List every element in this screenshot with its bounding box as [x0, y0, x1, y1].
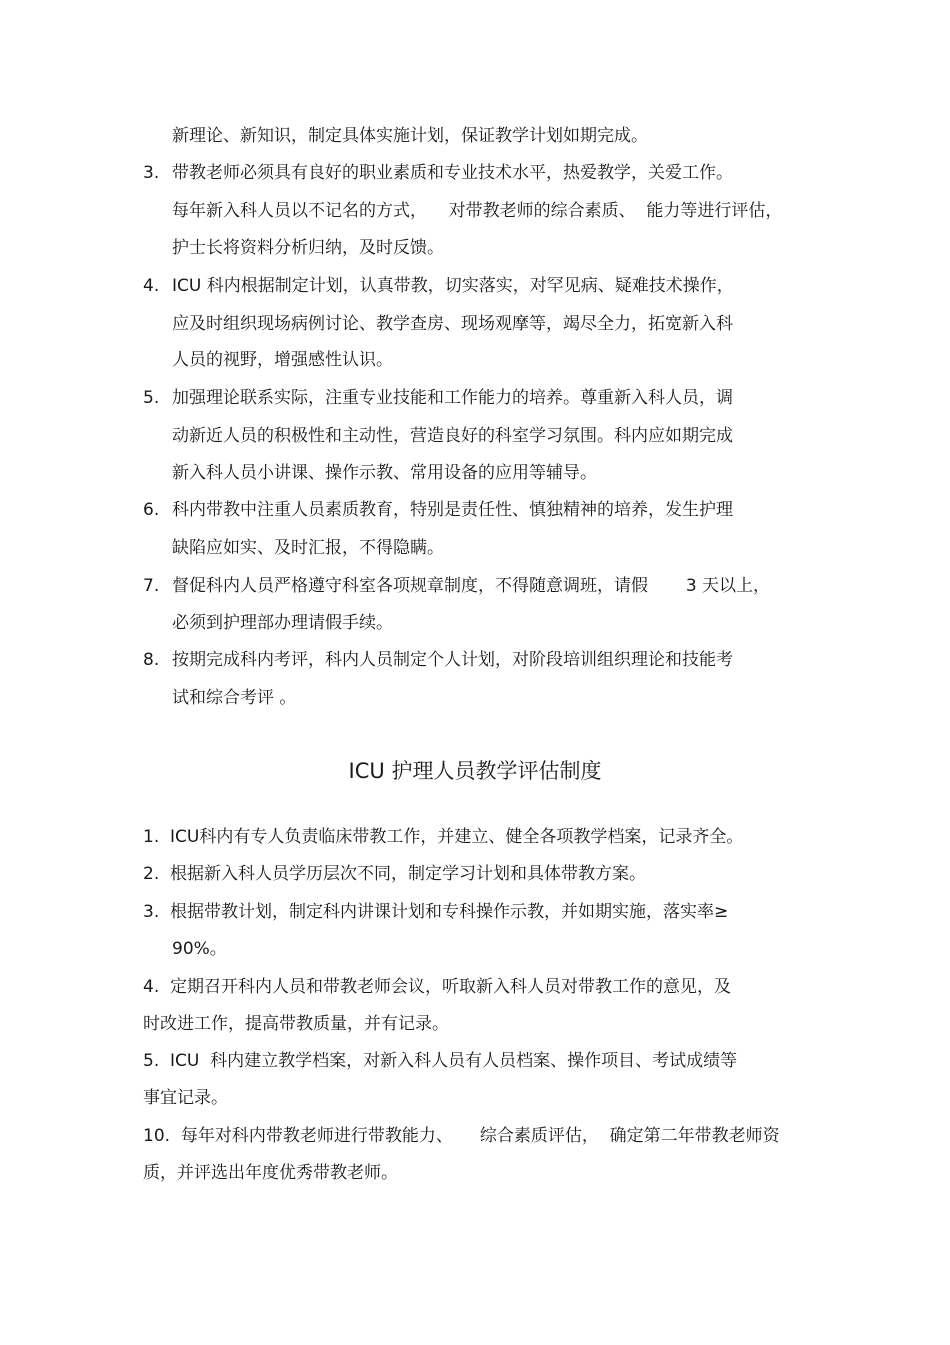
list-number: 6.: [143, 500, 160, 520]
paragraph-line: 时改进工作，提高带教质量，并有记录。: [143, 1014, 449, 1034]
paragraph-line: 事宜记录。: [143, 1088, 228, 1108]
list-number: 4.: [143, 276, 160, 296]
paragraph-line: 按期完成科内考评，科内人员制定个人计划，对阶段培训组织理论和技能考: [172, 650, 733, 670]
paragraph-line: 人员的视野，增强感性认识。: [172, 350, 393, 370]
list-number: 7.: [143, 576, 160, 596]
paragraph-line: 缺陷应如实、及时汇报，不得隐瞒。: [172, 538, 444, 558]
paragraph-line: 质，并评选出年度优秀带教老师。: [143, 1163, 398, 1183]
list-number: 3.: [143, 163, 160, 183]
paragraph-line: 加强理论联系实际，注重专业技能和工作能力的培养。尊重新入科人员，调: [172, 388, 733, 408]
list-number: 8.: [143, 650, 160, 670]
paragraph-line: 90%。: [172, 939, 227, 959]
paragraph-line: 新入科人员小讲课、操作示教、常用设备的应用等辅导。: [172, 463, 597, 483]
paragraph-line: 必须到护理部办理请假手续。: [172, 613, 393, 633]
list-number: 5.: [143, 388, 160, 408]
paragraph-line: 5. ICU 科内建立教学档案，对新入科人员有人员档案、操作项目、考试成绩等: [143, 1051, 738, 1071]
paragraph-line: 10. 每年对科内带教老师进行带教能力、 综合素质评估， 确定第二年带教老师资: [143, 1126, 780, 1146]
paragraph-line: 动新近人员的积极性和主动性，营造良好的科室学习氛围。科内应如期完成: [172, 426, 733, 446]
paragraph-line: 4. 定期召开科内人员和带教老师会议，听取新入科人员对带教工作的意见，及: [143, 977, 732, 997]
paragraph-line: 试和综合考评 。: [172, 688, 297, 708]
paragraph-line: 1. ICU科内有专人负责临床带教工作，并建立、健全各项教学档案，记录齐全。: [143, 827, 744, 847]
paragraph-line: 新理论、新知识，制定具体实施计划，保证教学计划如期完成。: [172, 126, 648, 146]
section-title: ICU 护理人员教学评估制度: [348, 759, 602, 783]
paragraph-line: 督促科内人员严格遵守科室各项规章制度，不得随意调班，请假 3 天以上，: [172, 576, 771, 596]
paragraph-line: 2. 根据新入科人员学历层次不同，制定学习计划和具体带教方案。: [143, 864, 647, 884]
paragraph-line: 科内带教中注重人员素质教育，特别是责任性、慎独精神的培养，发生护理: [172, 500, 733, 520]
paragraph-line: 带教老师必须具有良好的职业素质和专业技术水平，热爱教学，关爱工作。: [172, 163, 733, 183]
paragraph-line: 护士长将资料分析归纳，及时反馈。: [172, 238, 444, 258]
paragraph-line: 3. 根据带教计划，制定科内讲课计划和专科操作示教，并如期实施，落实率≥: [143, 902, 729, 922]
paragraph-line: 应及时组织现场病例讨论、教学查房、现场观摩等，竭尽全力，拓宽新入科: [172, 314, 733, 334]
paragraph-line: ICU 科内根据制定计划，认真带教，切实落实，对罕见病、疑难技术操作，: [172, 276, 734, 296]
paragraph-line: 每年新入科人员以不记名的方式， 对带教老师的综合素质、 能力等进行评估，: [172, 201, 783, 221]
